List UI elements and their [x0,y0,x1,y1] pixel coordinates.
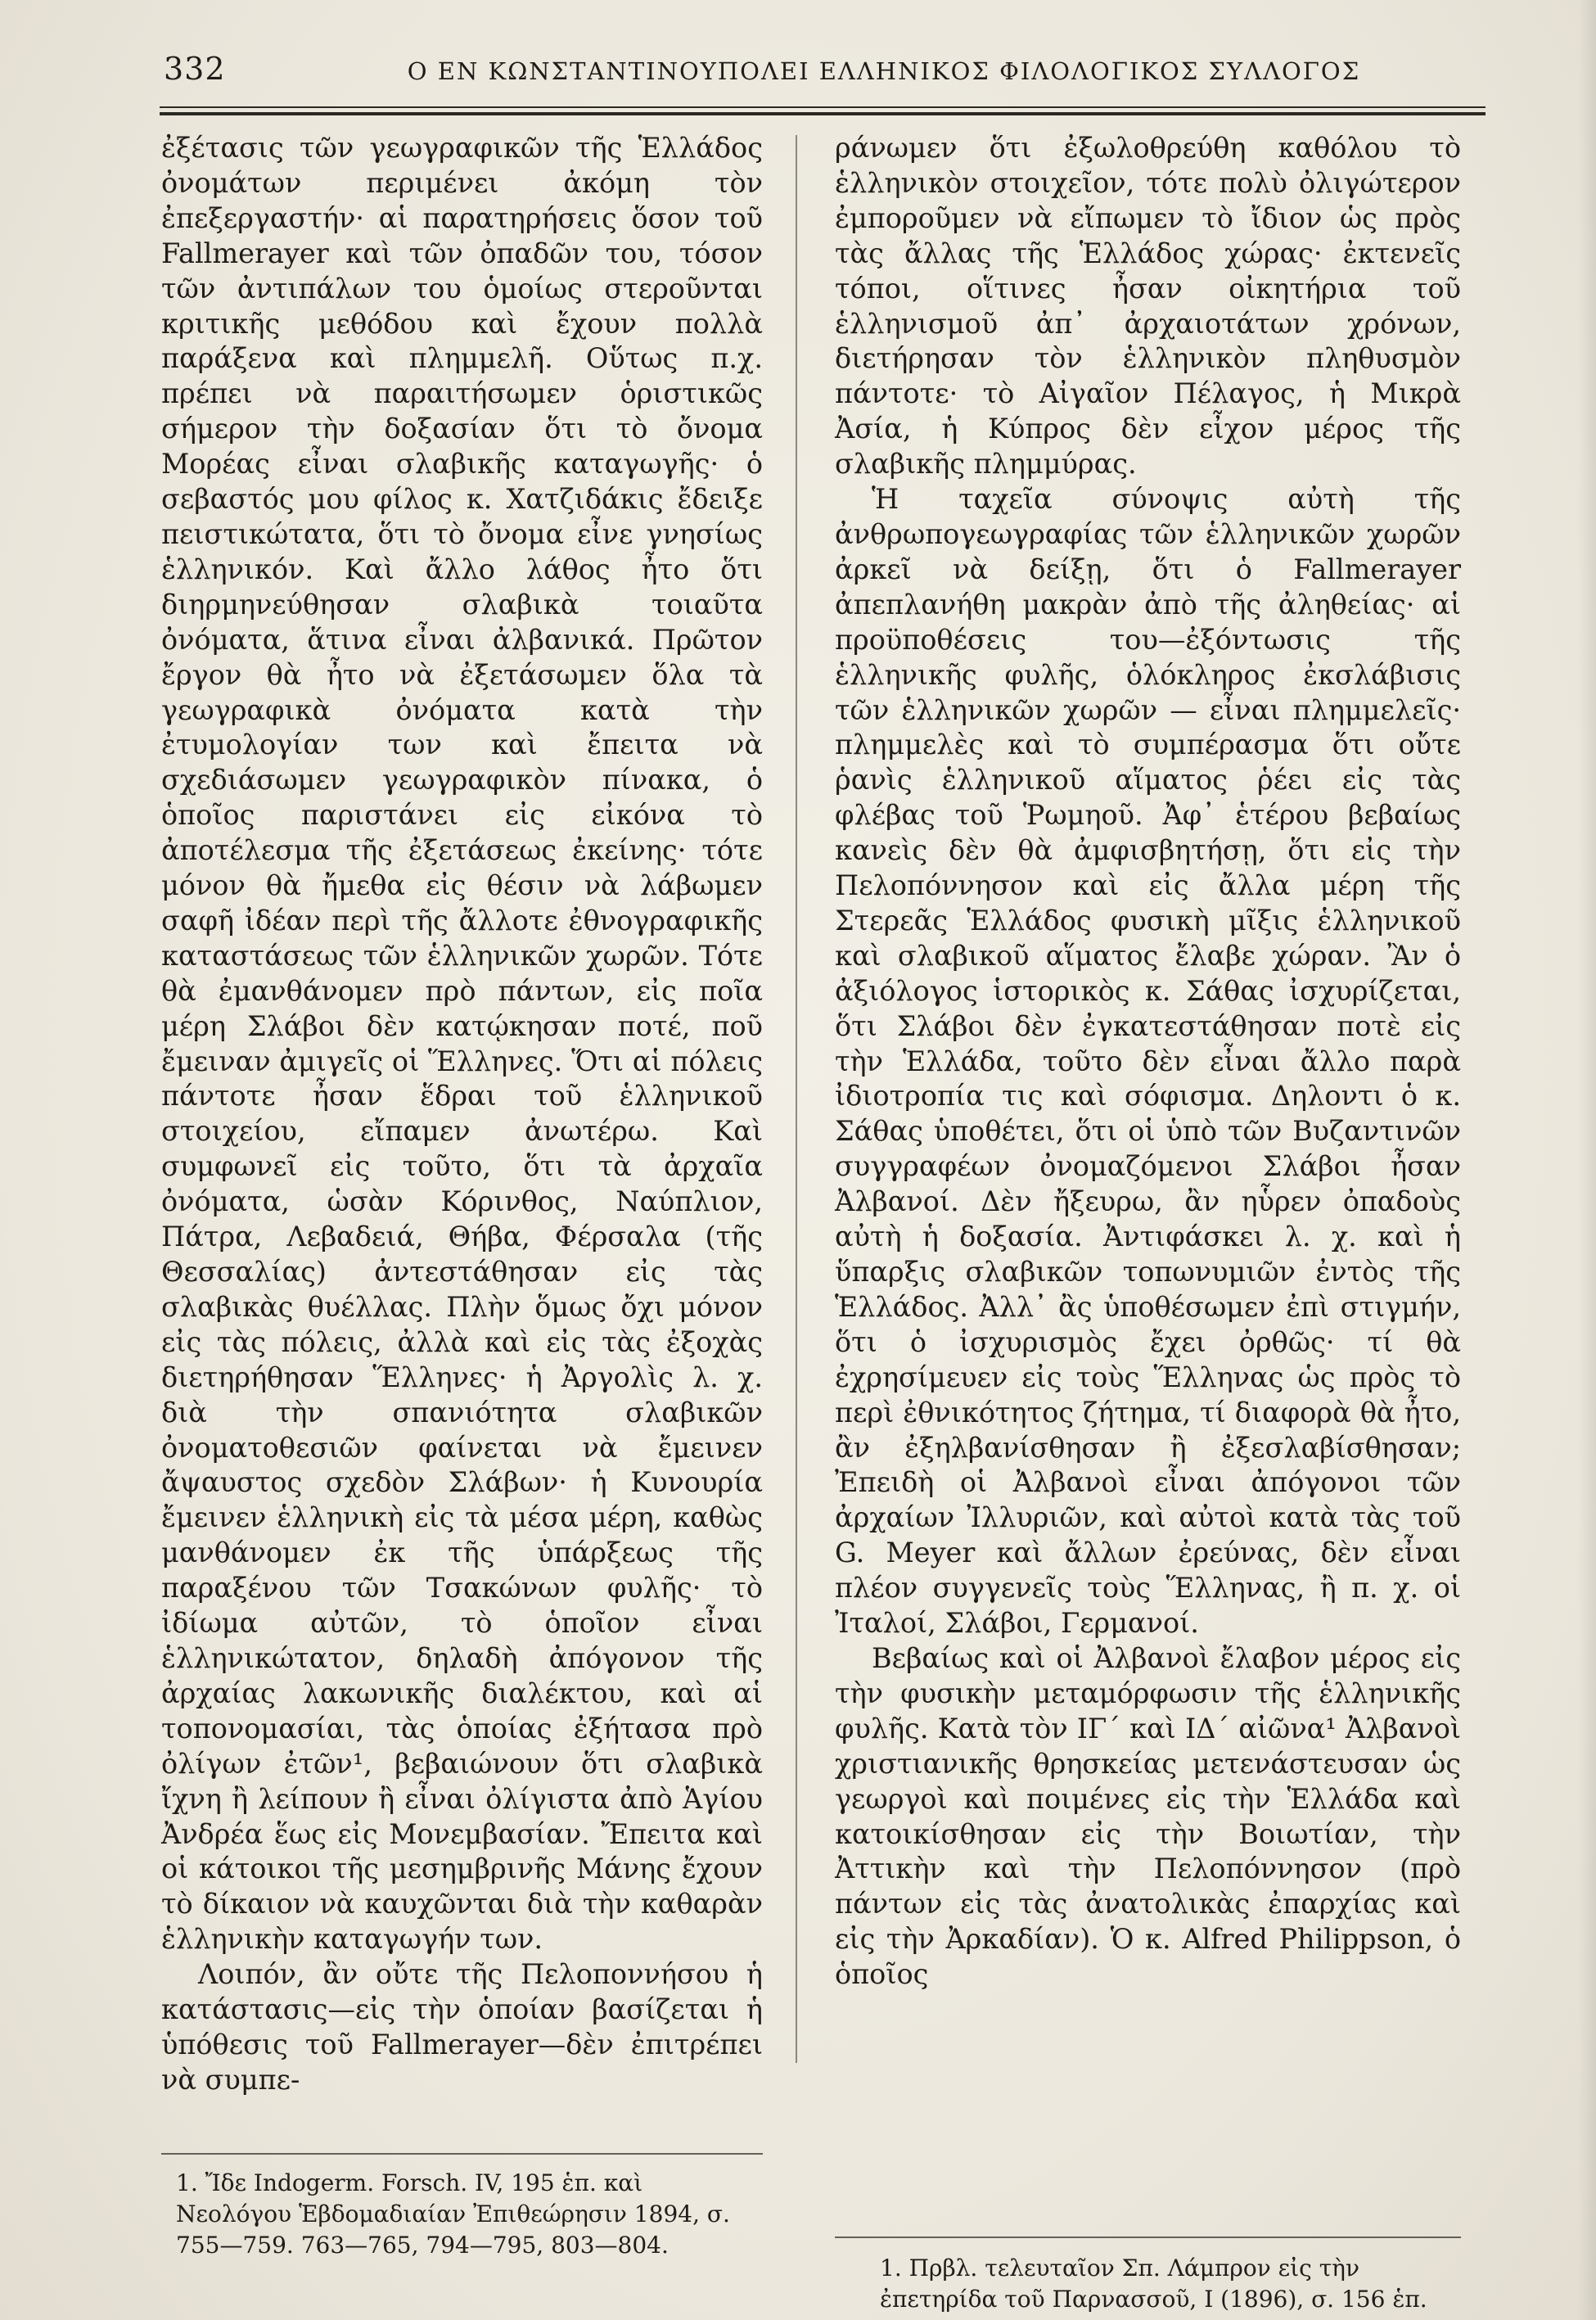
left-footnote-rule [161,2153,763,2155]
left-paragraph-2: Λοιπόν, ἂν οὔτε τῆς Πελοποννήσου ἡ κατάστασις—εἰς τὴν ὁποίαν βασίζεται ἡ ὑπόθεσις τοῦ Fallmerayer—δὲν ἐπιτρέπει νὰ συμπε- [161,1958,763,2096]
header-rule-thin [160,106,1486,108]
running-head: Ο ΕΝ ΚΩΝΣΤΑΝΤΙΝΟΥΠΟΛΕΙ ΕΛΛΗΝΙΚΟΣ ΦΙΛΟΛΟΓΙΚΟΣ ΣΥΛΛΟΓΟΣ [407,57,1361,85]
header-rule-thick [160,112,1486,115]
left-paragraph-1: ἐξέτασις τῶν γεωγραφικῶν τῆς Ἑλλάδος ὀνομάτων περιμένει ἀκόμη τὸν ἐπεξεργαστήν· αἱ παρατηρήσεις ὅσον τοῦ Fallmerayer καὶ τῶν ὀπαδῶν του, τόσον τῶν ἀντιπάλων του ὁμοίως στεροῦνται κριτικῆς μεθόδου καὶ ἔχουν πολλὰ παράξενα καὶ πλημμελῆ. Οὕτως π.χ. πρέπει νὰ παραιτήσωμεν ὁριστικῶς σήμερον τὴν δοξασίαν ὅτι τὸ ὄνομα Μορέας εἶναι σλαβικῆς καταγωγῆς· ὁ σεβαστός μου φίλος κ. Χατζιδάκις ἔδειξε πειστικώτατα, ὅτι τὸ ὄνομα εἶνε γνησίως ἑλληνικόν. Καὶ ἄλλο λάθος ἦτο ὅτι διηρμηνεύθησαν σλαβικὰ τοιαῦτα ὀνόματα, ἅτινα εἶναι ἀλβανικά. Πρῶτον ἔργον θὰ ἦτο νὰ ἐξετάσωμεν ὅλα τὰ γεωγραφικὰ ὀνόματα κατὰ τὴν ἐτυμολογίαν των καὶ ἔπειτα νὰ σχεδιάσωμεν γεωγραφικὸν πίνακα, ὁ ὁποῖος παριστάνει εἰς εἰκόνα τὸ ἀποτέλεσμα τῆς ἐξετάσεως ἐκείνης· τότε μόνον θὰ ἤμεθα εἰς θέσιν νὰ λάβωμεν σαφῆ ἰδέαν περὶ τῆς ἄλλοτε ἐθνογραφικῆς καταστάσεως τῶν ἑλληνικῶν χωρῶν. Τότε θὰ ἐμανθάνομεν πρὸ πάντων, εἰς ποῖα μέρη Σλάβοι δὲν κατῴκησαν ποτέ, ποῦ ἔμειναν ἀμιγεῖς οἱ Ἕλληνες. Ὅτι αἱ πόλεις πάντοτε ἦσαν ἕδραι τοῦ ἑλληνικοῦ στοιχείου, εἴπαμεν ἀνωτέρω. Καὶ συμφωνεῖ εἰς τοῦτο, ὅτι τὰ ἀρχαῖα ὀνόματα, ὡσὰν Κόρινθος, Ναύπλιον, Πάτρα, Λεβαδειά, Θήβα, Φέρσαλα (τῆς Θεσσαλίας) ἀντεστάθησαν εἰς τὰς σλαβικὰς θυέλλας. Πλὴν ὅμως ὄχι μόνον εἰς τὰς πόλεις, ἀλλὰ καὶ εἰς τὰς ἐξοχὰς διετηρήθησαν Ἕλληνες· ἡ Ἀργολὶς λ. χ. διὰ τὴν σπανιότητα σλαβικῶν ὀνοματοθεσιῶν φαίνεται νὰ ἔμεινεν ἄψαυστος σχεδὸν Σλάβων· ἡ Κυνουρία ἔμεινεν ἑλληνικὴ εἰς τὰ μέσα μέρη, καθὼς μανθάνομεν ἐκ τῆς ὑπάρξεως τῆς παραξένου τῶν Τσακώνων φυλῆς· τὸ ἰδίωμα αὐτῶν, τὸ ὁποῖον εἶναι ἑλληνικώτατον, δηλαδὴ ἀπόγονον τῆς ἀρχαίας λακωνικῆς διαλέκτου, καὶ αἱ τοπονομασίαι, τὰς ὁποίας ἐξήτασα πρὸ ὀλίγων ἐτῶν¹, βεβαιώνουν ὅτι σλαβικὰ ἴχνη ἢ λείπουν ἢ εἶναι ὀλίγιστα ἀπὸ Ἁγίου Ἀνδρέα ἕως εἰς Μονεμβασίαν. Ἔπειτα καὶ οἱ κάτοικοι τῆς μεσημβρινῆς Μάνης ἔχουν τὸ δίκαιον νὰ καυχῶνται διὰ τὴν καθαρὰν ἑλληνικὴν καταγωγήν των. [161,132,763,1956]
page-header [164,51,1481,100]
right-paragraph-2: Ἡ ταχεῖα σύνοψις αὐτὴ τῆς ἀνθρωπογεωγραφίας τῶν ἑλληνικῶν χωρῶν ἀρκεῖ νὰ δείξῃ, ὅτι ὁ Fallmerayer ἀπεπλανήθη μακρὰν ἀπὸ τῆς ἀληθείας· αἱ προϋποθέσεις του—ἐξόντωσις τῆς ἑλληνικῆς φυλῆς, ὁλόκληρος ἐκσλάβισις τῶν ἑλληνικῶν χωρῶν — εἶναι πλημμελεῖς· πλημμελὲς καὶ τὸ συμπέρασμα ὅτι οὔτε ῥανὶς ἑλληνικοῦ αἵματος ῥέει εἰς τὰς φλέβας τοῦ Ῥωμηοῦ. Ἀφ᾽ ἑτέρου βεβαίως κανεὶς δὲν θὰ ἀμφισβητήσῃ, ὅτι εἰς τὴν Πελοπόννησον καὶ εἰς ἄλλα μέρη τῆς Στερεᾶς Ἑλλάδος φυσικὴ μῖξις ἑλληνικοῦ καὶ σλαβικοῦ αἵματος ἔλαβε χώραν. Ἂν ὁ ἀξιόλογος ἱστορικὸς κ. Σάθας ἰσχυρίζεται, ὅτι Σλάβοι δὲν ἐγκατεστάθησαν ποτὲ εἰς τὴν Ἑλλάδα, τοῦτο δὲν εἶναι ἄλλο παρὰ ἰδιοτροπία τις καὶ σόφισμα. Δηλοντι ὁ κ. Σάθας ὑποθέτει, ὅτι οἱ ὑπὸ τῶν Βυζαντινῶν συγγραφέων ὀνομαζόμενοι Σλάβοι ἦσαν Ἀλβανοί. Δὲν ἤξευρω, ἂν ηὗρεν ὀπαδοὺς αὐτὴ ἡ δοξασία. Ἀντιφάσκει λ. χ. καὶ ἡ ὕπαρξις σλαβικῶν τοπωνυμιῶν ἐντὸς τῆς Ἑλλάδος. Ἀλλ᾽ ἂς ὑποθέσωμεν ἐπὶ στιγμήν, ὅτι ὁ ἰσχυρισμὸς ἔχει ὀρθῶς· τί θὰ ἐχρησίμευεν εἰς τοὺς Ἕλληνας ὡς πρὸς τὸ περὶ ἐθνικότητος ζήτημα, τί διαφορὰ θὰ ἦτο, ἂν ἐξηλβανίσθησαν ἢ ἐξεσλαβίσθησαν; Ἐπειδὴ οἱ Ἀλβανοὶ εἶναι ἀπόγονοι τῶν ἀρχαίων Ἰλλυριῶν, καὶ αὐτοὶ κατὰ τὰς τοῦ G. Meyer καὶ ἄλλων ἐρεύνας, δὲν εἶναι πλέον συγγενεῖς τοὺς Ἕλληνας, ἢ π. χ. οἱ Ἰταλοί, Σλάβοι, Γερμανοί. [835,483,1461,1640]
right-paragraph-1: ράνωμεν ὅτι ἐξωλοθρεύθη καθόλου τὸ ἑλληνικὸν στοιχεῖον, τότε πολὺ ὀλιγώτερον ἐμποροῦμεν νὰ εἴπωμεν τὸ ἴδιον ὡς πρὸς τὰς ἄλλας τῆς Ἑλλάδος χώρας· ἐκτενεῖς τόποι, οἵτινες ἦσαν οἰκητήρια τοῦ ἑλληνισμοῦ ἀπ᾽ ἀρχαιοτάτων χρόνων, διετήρησαν τὸν ἑλληνικὸν πληθυσμὸν πάντοτε· τὸ Αἰγαῖον Πέλαγος, ἡ Μικρὰ Ἀσία, ἡ Κύπρος δὲν εἶχον μέρος τῆς σλαβικῆς πλημμύρας. [835,132,1461,481]
right-footnote: 1. Πρβλ. τελευταῖον Σπ. Λάμπρον εἰς τὴν ἐπετηρίδα τοῦ Παρνασσοῦ, I (1896), σ. 156 ἑπ. [880,2255,1427,2313]
right-paragraph-3: Βεβαίως καὶ οἱ Ἀλβανοὶ ἔλαβον μέρος εἰς τὴν φυσικὴν μεταμόρφωσιν τῆς ἑλληνικῆς φυλῆς. Κατὰ τὸν ΙΓ΄ καὶ ΙΔ΄ αἰῶνα¹ Ἀλβανοὶ χριστιανικῆς θρησκείας μετενάστευσαν ὡς γεωργοὶ καὶ ποιμένες εἰς τὴν Ἑλλάδα καὶ κατοικίσθησαν εἰς τὴν Βοιωτίαν, τὴν Ἀττικὴν καὶ τὴν Πελοπόννησον (πρὸ πάντων εἰς τὰς ἀνατολικὰς ἐπαρχίας καὶ εἰς τὴν Ἀρκαδίαν). Ὁ κ. Alfred Philippson, ὁ ὁποῖος [835,1641,1461,1991]
left-footnote: 1. Ἴδε Indogerm. Forsch. IV, 195 ἑπ. καὶ Νεολόγου Ἑβδομαδιαίαν Ἐπιθεώρησιν 1894, σ. 755—759. 763—765, 794—795, 803—804. [176,2169,730,2259]
left-column [161,131,763,2098]
binding-shadow [1578,0,1596,2320]
column-divider [796,135,797,2063]
right-column [835,131,1461,1993]
right-footnote-rule [835,2236,1461,2238]
page-number: 332 [164,51,226,87]
